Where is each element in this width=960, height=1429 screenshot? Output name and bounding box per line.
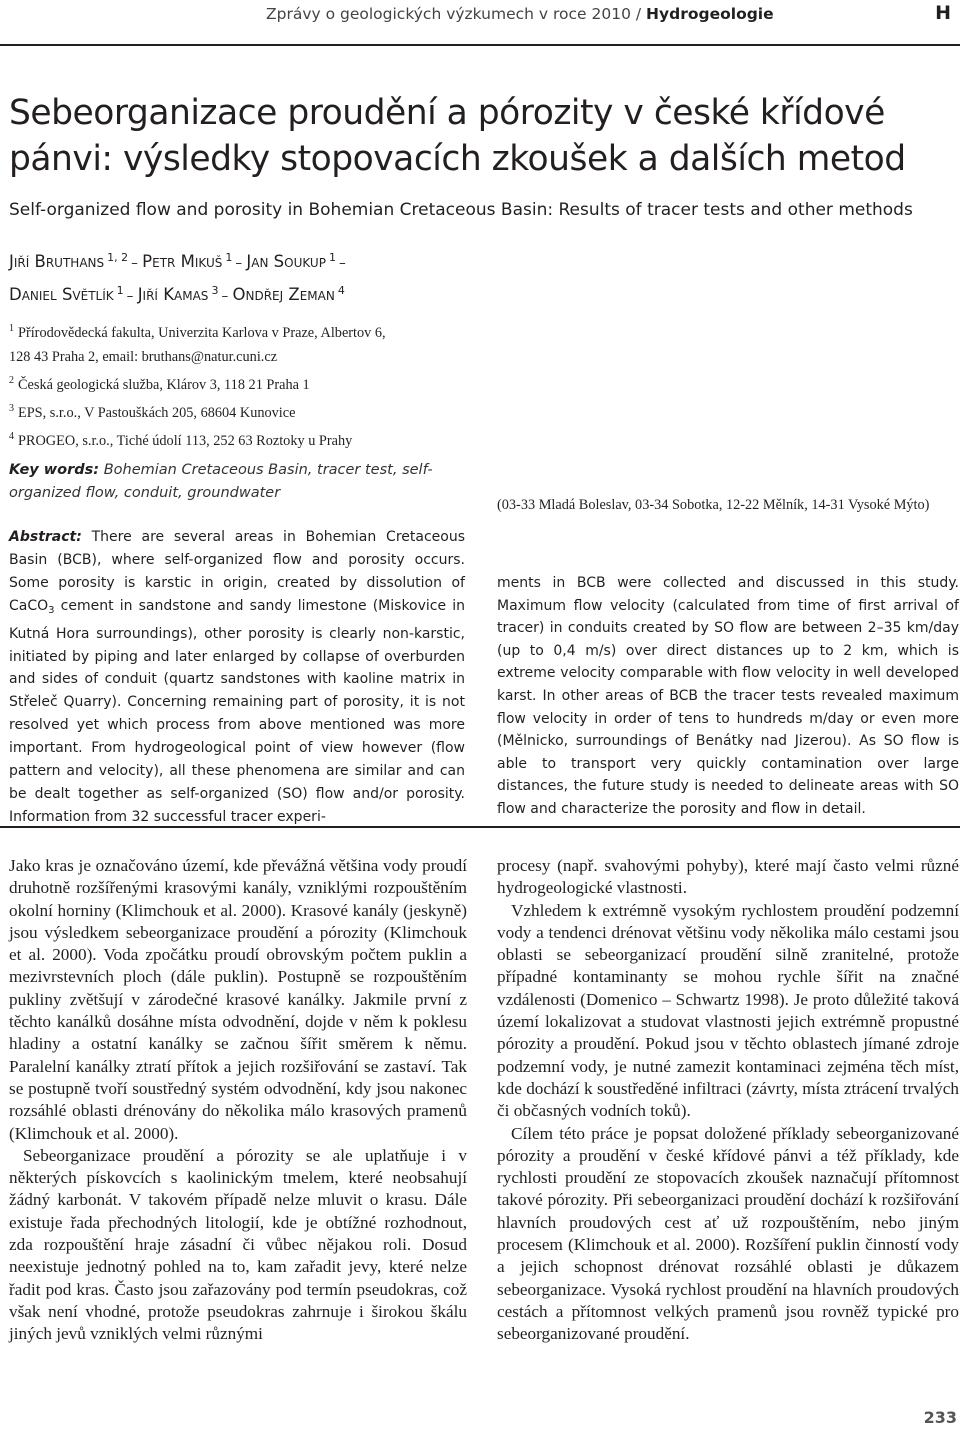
author-affil: 3 xyxy=(211,284,219,297)
author-name: Jiří Bruthans xyxy=(9,252,105,271)
affiliation-3: $^3$ EPS, s.r.o., V Pastouškách 205, 68604 Kunovice xyxy=(9,403,296,421)
paragraph: procesy (např. svahovými pohyby), které mají často velmi různé hydrogeologické vlastnosti. xyxy=(497,856,959,898)
article-subtitle: Self-organized flow and porosity in Bohemian Cretaceous Basin: Results of tracer tests and other methods xyxy=(9,200,913,220)
paragraph: Cílem této práce je popsat doložené příklady sebeorganizované pórozity a proudění v české křídové pánvi a též příklady, kde rychlosti proudění ze stopovacích zkoušek naznačují přítomnost takové pórozity. Při sebeorganizaci proudění dochází k rozšiřování hlavních proudových cest ať už rozpouštěním, nebo jiným procesem (Klimchouk et al. 2000). Rozšíření puklin činností vody a jejich schopnost drénovat rozsáhlé oblasti je důkazem sebeorganizace. Vysoká rychlost proudění na hlavních proudových cestách a přítomnost velkých pramenů jsou rovněž typické pro sebeorganizované proudění. xyxy=(497,1123,959,1344)
author-name: Ondřej Zeman xyxy=(232,285,335,304)
abstract-label: Abstract: xyxy=(9,529,82,545)
abstract-rule xyxy=(0,826,960,828)
author-affil: 1 xyxy=(116,284,124,297)
author-affil: 1, 2 xyxy=(107,251,129,264)
abstract-continued: ments in BCB were collected and discussed in this study. Maximum flow velocity (calculated from time of first arrival of tracer) in conduits created by SO flow are between 2–35 km/day (up to 0,4 m/s) over direct distances up to 2 km, which is extreme velocity comparable with flow velocity in well developed karst. In other areas of BCB the tracer tests revealed maximum flow velocity in order of tens to hundreds m/day or even more (Mělnicko, surroundings of Benátky nad Jizerou). As SO flow is able to transport very quickly contamination over large distances, the future study is needed to delineate areas with SO flow and characterize the porosity and flow in detail. xyxy=(497,575,959,817)
header-rule xyxy=(0,44,960,46)
journal-name: Zprávy o geologických výzkumech v roce 2010 / Hydrogeologie xyxy=(266,5,774,23)
page-number: 233 xyxy=(923,1408,957,1427)
email-address: 128 43 Praha 2, email: bruthans@natur.cuni.cz xyxy=(9,349,278,365)
paragraph: Vzhledem k extrémně vysokým rychlostem proudění podzemní vody a tendenci drénovat většinu vody několika málo cestami jsou oblasti se sebeorganizací proudění silně zranitelné, protože případné kontaminanty se mohou rychle šířit na značné vzdálenosti (Domenico – Schwartz 1998). Je proto důležité taková území lokalizovat a studovat vlastnosti jejich extrémně propustné pórozity a proudění. Pokud jsou v těchto oblastech jímané zdroje podzemní vody, je nutné zamezit kontaminaci zejména těch míst, kde dochází k soustředěné infiltraci (závrty, místa ztrácení trvalých či občasných vodních toků). xyxy=(497,900,959,1121)
author-name: Daniel Světlík xyxy=(9,285,114,304)
body-column-right xyxy=(497,855,959,1346)
author-name: Jiří Kamas xyxy=(137,285,209,304)
author-affil: 1 xyxy=(225,251,233,264)
article-title: Sebeorganizace proudění a pórozity v české křídové pánvi: výsledky stopovacích zkoušek a dalších metod xyxy=(9,93,906,179)
affiliation-2: $^2$ Česká geologická služba, Klárov 3, 118 21 Praha 1 xyxy=(9,375,310,393)
affiliations xyxy=(9,317,386,453)
abstract: Abstract: There are several areas in Bohemian Cretaceous Basin (BCB), where self-organized flow and porosity occurs. Some porosity is karstic in origin, created by dissolution of CaCO$_3$ cement in sandstone and sandy limestone (Miskovice in Kutná Hora surroundings), other porosity is clearly non-karstic, initiated by piping and later enlarged by collapse of overburden and sides of conduit (quartz sandstones with kaoline matrix in Střeleč Quarry). Concerning remaining part of porosity, it is not resolved yet which process from above mentioned was more important. From hydrogeological point of view however (flow pattern and velocity), all these phenomena are similar and can be dealt together as self-organized (SO) flow and/or porosity. Information from 32 successful tracer experi- xyxy=(9,529,465,825)
author-name: Petr Mikuš xyxy=(142,252,223,271)
author-affil: 1 xyxy=(328,251,336,264)
author-name: Jan Soukup xyxy=(246,252,326,271)
keywords-text: Bohemian Cretaceous Basin, tracer test, self-organized flow, conduit, groundwater xyxy=(9,462,433,501)
keywords-label: Key words: xyxy=(9,462,100,478)
author-list xyxy=(9,244,348,310)
affiliation-1-cont xyxy=(9,345,386,369)
affiliation-4: $^4$ PROGEO, s.r.o., Tiché údolí 113, 252 63 Roztoky u Prahy xyxy=(9,431,353,449)
body-column-left xyxy=(9,855,467,1346)
author-line-1: Jiří Bruthans $^{1, 2}$ – Petr Mikuš $^1$ – Jan Soukup $^1$ – xyxy=(9,251,346,271)
author-line-2: Daniel Světlík $^1$ – Jiří Kamas $^3$ – Ondřej Zeman $^4$ xyxy=(9,284,345,304)
keywords xyxy=(9,459,471,505)
map-sheets: (03-33 Mladá Boleslav, 03-34 Sobotka, 12-22 Mělník, 14-31 Vysoké Mýto) xyxy=(497,497,930,513)
author-affil: 4 xyxy=(337,284,345,297)
paragraph: Sebeorganizace proudění a pórozity se ale uplatňuje i v některých pískovcích s kaolinickým tmelem, které neobsahují žádný karbonát. V takovém případě nelze mluvit o krasu. Dále existuje řada přechodných litologií, kde je obtížné rozhodnout, zda rozpouštění hraje zásadní či vůbec nějakou roli. Dosud neexistuje jednotný pohled na to, kam zařadit jevy, které nelze řadit pod kras. Často jsou zařazovány pod termín pseudokras, což však není vhodné, protože pseudokras zahrnuje i širokou škálu jiných jevů vzniklých velmi různými xyxy=(9,1145,467,1344)
affiliation-1: $^1$ Přírodovědecká fakulta, Univerzita Karlova v Praze, Albertov 6, xyxy=(9,323,386,341)
section-letter: H xyxy=(935,2,951,24)
section-name: Hydrogeologie xyxy=(646,5,774,23)
paragraph: Jako kras je označováno území, kde převážná většina vody proudí druhotně rozšířenými krasovými kanály, vzniklými rozpouštěním okolní horniny (Klimchouk et al. 2000). Krasové kanály (jeskyně) jsou výsledkem sebeorganizace proudění a pórozity (Klimchouk et al. 2000). Voda zpočátku proudí obrovským počtem puklin a mezivrstevních ploch (dále puklin). Postupně se rozpouštěním pukliny zvětšují v zárodečné krasové kanálky. Jakmile první z těchto kanálků dosáhne místa odvodnění, dojde v něm k poklesu hladiny a ostatní kanálky se začnou šířit směrem k němu. Paralelní kanálky ztratí přítok a jejich rozšiřování se zastaví. Tak se postupně tvoří soustředný systém odvodnění, kdy jsou nakonec rozsáhlé oblasti drénovány do několika málo krasových pramenů (Klimchouk et al. 2000). xyxy=(9,856,467,1143)
page-header xyxy=(0,0,960,46)
